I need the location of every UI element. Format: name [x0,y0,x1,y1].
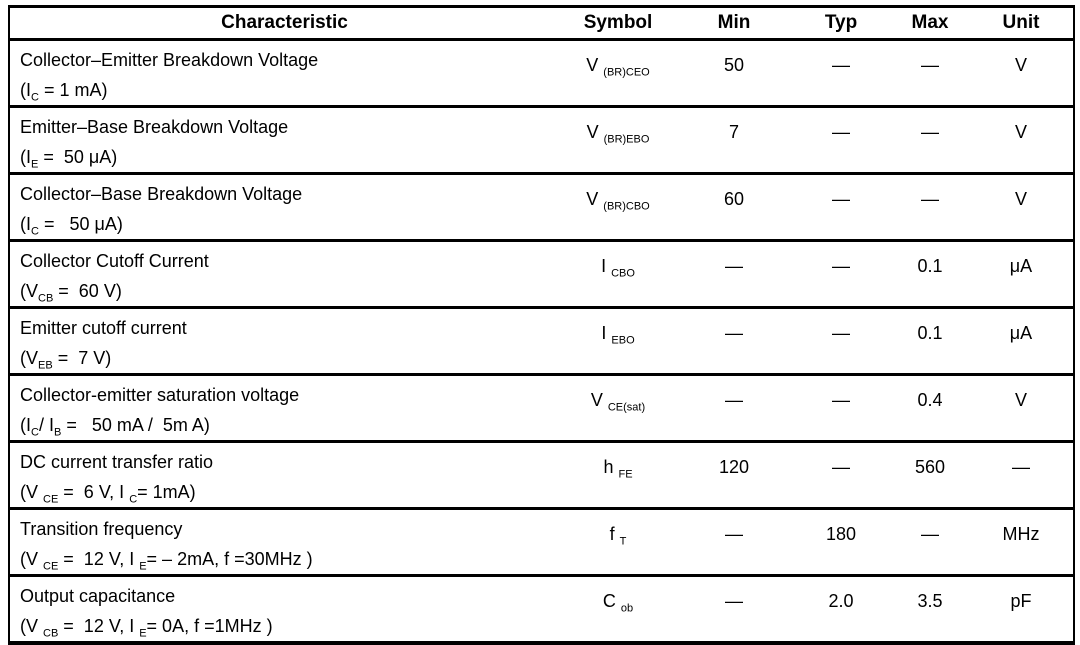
characteristic-condition: ($I_C = 50$ μA) [20,214,123,238]
table-row [9,509,1074,576]
characteristic-condition: ($I_C = 1$ mA) [20,80,108,104]
symbol-value: h $_{FE}$ [603,457,633,481]
column-header-typ: Typ [791,7,891,40]
symbol-value: V $_{(BR)CBO}$ [586,189,650,213]
typ-value: — [832,390,850,410]
max-value: — [921,55,939,75]
symbol-value: V $_{CE(sat)}$ [590,390,646,414]
table-body [9,40,1074,644]
column-header-max: Max [891,7,969,40]
characteristic-name: Transition frequency [20,519,183,539]
characteristic-name: Collector Cutoff Current [20,251,209,271]
min-value: — [725,591,743,611]
unit-value: V [1014,122,1027,142]
min-value: 7 [728,122,739,142]
max-value: — [921,122,939,142]
min-value: — [725,524,743,544]
characteristic-cell [9,576,559,644]
characteristic-condition: ($V_{EB} = 7$ V) [20,348,112,372]
characteristic-name: Collector-emitter saturation voltage [20,385,300,405]
typ-value: — [832,256,850,276]
characteristic-cell [9,174,559,241]
characteristic-condition: ($V_{CB} = 60$ V) [20,281,122,305]
column-header-unit: Unit [969,7,1074,40]
column-header-symbol: Symbol [559,7,677,40]
unit-value: V [1014,55,1027,75]
characteristic-name: Collector–Emitter Breakdown Voltage [20,50,319,70]
min-value: — [725,390,743,410]
typ-value: — [832,323,850,343]
characteristic-condition: (V $_{CB}$ = 12 V, I $_E$= 0A, f =1MHz ) [20,616,273,640]
electrical-characteristics-table [8,5,1075,645]
typ-value: 180 [825,524,857,544]
max-value: — [921,524,939,544]
max-value: 0.1 [917,256,943,276]
max-value: 0.4 [917,390,943,410]
unit-value: μA [1009,323,1033,343]
typ-value: — [832,55,850,75]
characteristic-name: Emitter–Base Breakdown Voltage [20,117,289,137]
min-value: 120 [718,457,750,477]
table-row [9,40,1074,107]
characteristic-name: Collector–Base Breakdown Voltage [20,184,303,204]
typ-value: 2.0 [828,591,854,611]
unit-value: μA [1009,256,1033,276]
table-row [9,375,1074,442]
typ-value: — [832,189,850,209]
symbol-value: V $_{(BR)EBO}$ [586,122,650,146]
typ-value: — [832,122,850,142]
unit-value: V [1014,390,1027,410]
characteristic-cell [9,442,559,509]
max-value: 3.5 [917,591,943,611]
column-header-characteristic: Characteristic [9,7,559,40]
max-value: — [921,189,939,209]
unit-value: — [1012,457,1030,477]
characteristic-name: DC current transfer ratio [20,452,214,472]
symbol-value: I $_{EBO}$ [601,323,635,347]
typ-value: — [832,457,850,477]
max-value: 0.1 [917,323,943,343]
table-row [9,442,1074,509]
unit-value: MHz [1002,524,1040,544]
table-row [9,107,1074,174]
characteristic-condition: (V $_{CE}$ = 6 V, I $_C$= 1mA) [20,482,196,506]
characteristic-condition: (V $_{CE}$ = 12 V, I $_E$= – 2mA, f =30MHz ) [20,549,313,573]
min-value: 60 [723,189,745,209]
unit-value: V [1014,189,1027,209]
characteristic-cell [9,509,559,576]
min-value: — [725,256,743,276]
min-value: 50 [723,55,745,75]
characteristic-cell [9,241,559,308]
characteristic-cell [9,375,559,442]
characteristic-condition: ($I_C/$ $I_B = 50$ mA / 5m A) [20,415,210,439]
column-header-min: Min [677,7,791,40]
symbol-value: C $_{ob}$ [602,591,634,615]
table-header-row [9,7,1074,40]
characteristic-cell [9,107,559,174]
min-value: — [725,323,743,343]
max-value: 560 [914,457,946,477]
characteristic-condition: ($I_E = 50$ μA) [20,147,118,171]
table-row [9,241,1074,308]
characteristic-name: Output capacitance [20,586,176,606]
symbol-value: V $_{(BR)CEO}$ [586,55,650,79]
table-row [9,174,1074,241]
characteristic-cell [9,40,559,107]
unit-value: pF [1010,591,1032,611]
characteristic-name: Emitter cutoff current [20,318,187,338]
characteristic-cell [9,308,559,375]
symbol-value: f $_T$ [609,524,627,548]
table-row [9,576,1074,644]
table-row [9,308,1074,375]
symbol-value: I $_{CBO}$ [601,256,635,280]
